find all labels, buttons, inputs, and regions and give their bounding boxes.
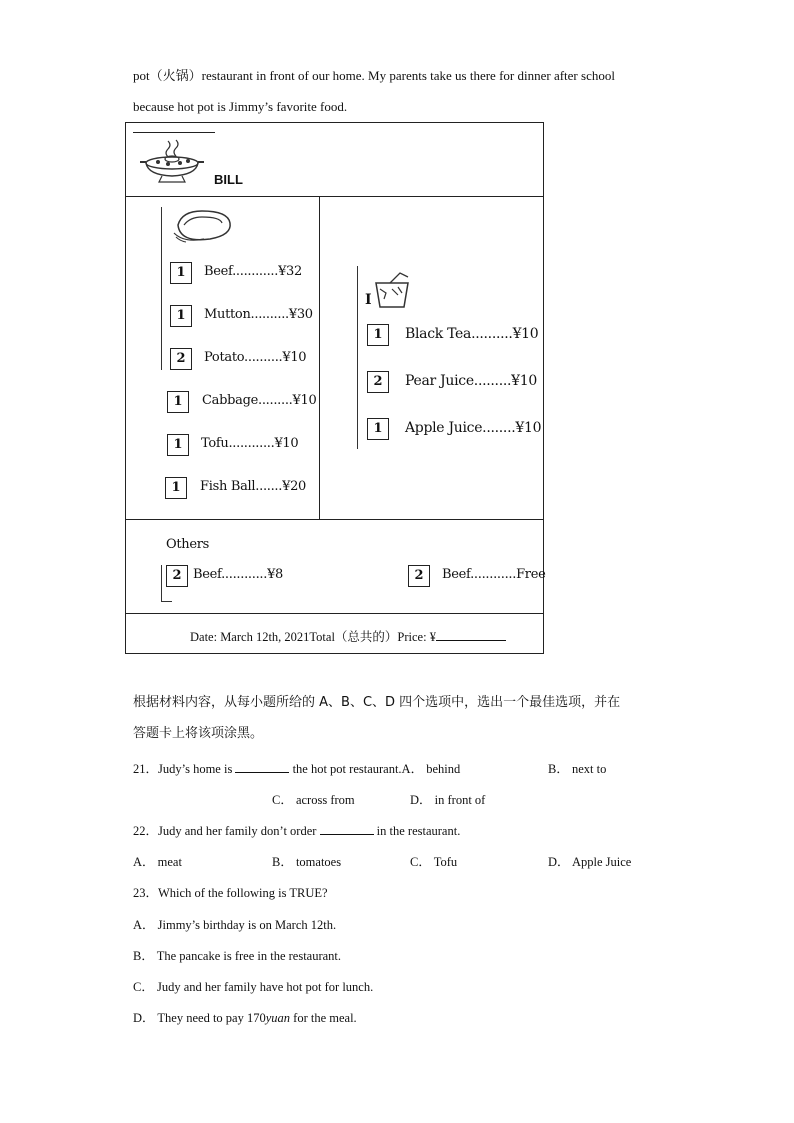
bill-table (125, 122, 544, 654)
drinks-bracket (357, 266, 358, 449)
others-label: Others (166, 537, 210, 552)
question-22-text-a: 22．Judy and her family don’t order (133, 824, 317, 838)
drink-item-qty-box: 2 (367, 371, 389, 393)
drink-item-text: Black Tea..........¥10 (405, 326, 539, 342)
food-item-text: Mutton..........¥30 (204, 307, 313, 322)
question-22-option-a: A． meat (133, 855, 182, 869)
drink-item-qty-box: 1 (367, 324, 389, 346)
passage-line-2: because hot pot is Jimmy’s favorite food. (133, 99, 348, 114)
food-item-qty-box: 1 (170, 262, 192, 284)
question-22-text-b: in the restaurant. (376, 824, 461, 838)
food-item-text: Potato..........¥10 (204, 350, 307, 365)
question-23-option-d-text-b: for the meal. (290, 1011, 357, 1025)
food-item-text: Beef............¥32 (204, 264, 302, 279)
question-21-option-b: B． next to (548, 762, 607, 776)
bill-others-divider (126, 519, 543, 520)
drink-item-qty-box: 1 (367, 418, 389, 440)
question-23-option-b: B． The pancake is free in the restaurant. (133, 949, 342, 963)
bill-footer (190, 627, 506, 645)
bill-header-rule (133, 132, 215, 133)
bill-column-divider (319, 196, 320, 519)
food-item-text: Cabbage.........¥10 (202, 393, 317, 408)
question-22-option-c: C． Tofu (410, 855, 458, 869)
food-bracket (161, 207, 162, 370)
question-23-option-d-text-a: D． They need to pay 170 (133, 1011, 266, 1025)
hot-pot-icon (138, 137, 210, 185)
food-item-text: Tofu............¥10 (201, 436, 299, 451)
others-item-qty-box: 2 (166, 565, 188, 587)
instructions-line-1: 根据材料内容，从每小题所给的 A、B、C、D 四个选项中，选出一个最佳选项，并在 (133, 695, 621, 710)
question-23-option-d (133, 1008, 357, 1026)
question-22-option-d: D． Apple Juice (548, 855, 632, 869)
question-23-option-d-yuan: yuan (265, 1011, 291, 1025)
question-21-text-a: 21．Judy’s home is (133, 762, 233, 776)
question-21-option-c: C． across from (272, 793, 355, 807)
instructions-line-2: 答题卡上将该项涂黑。 (133, 726, 264, 741)
food-item-qty-box: 1 (165, 477, 187, 499)
question-23-option-c: C． Judy and her family have hot pot for lunch. (133, 980, 374, 994)
question-21-option-d: D． in front of (410, 793, 486, 807)
others-item-text: Beef............¥8 (193, 567, 284, 582)
drink-item-text: Apple Juice........¥10 (405, 420, 542, 436)
others-item-qty-box: 2 (408, 565, 430, 587)
bill-footer-divider (126, 613, 543, 614)
bill-header-divider (126, 196, 543, 197)
total-price-blank (436, 628, 506, 641)
drink-item-text: Pear Juice.........¥10 (405, 373, 537, 389)
bill-title: BILL (214, 172, 243, 187)
question-23-stem: 23．Which of the following is TRUE? (133, 886, 328, 900)
food-item-qty-box: 2 (170, 348, 192, 370)
question-22-option-b: B． tomatoes (272, 855, 342, 869)
food-item-qty-box: 1 (167, 434, 189, 456)
question-22-blank (320, 822, 374, 835)
question-21-stem (133, 759, 460, 777)
others-item-text: Beef............Free (442, 567, 546, 582)
steak-icon (170, 207, 240, 245)
food-item-qty-box: 1 (167, 391, 189, 413)
drink-cup-icon (370, 271, 420, 311)
passage-line-1: pot（火锅）restaurant in front of our home. My parents take us there for dinner after school (133, 68, 615, 83)
question-21-text-b: the hot pot restaurant.A． behind (292, 762, 461, 776)
food-item-qty-box: 1 (170, 305, 192, 327)
question-21-blank (235, 760, 289, 773)
question-22-stem (133, 821, 460, 839)
question-23-option-a: A． Jimmy’s birthday is on March 12th. (133, 918, 337, 932)
food-item-text: Fish Ball.......¥20 (200, 479, 307, 494)
drinks-marker: I (365, 292, 372, 308)
bill-footer-text: Date: March 12th, 2021Total（总共的）Price: ¥ (190, 630, 436, 644)
